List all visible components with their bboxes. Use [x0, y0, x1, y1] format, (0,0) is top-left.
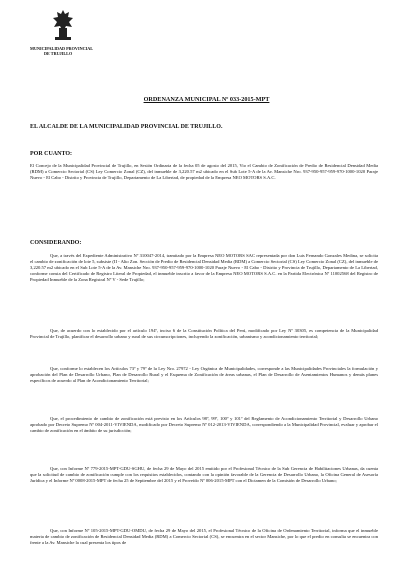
considerando-paragraph-1: Que, a través del Expediente Administrativo Nº 310047-2014, tramitado por la Empresa NEO MOTORS SAC representada por don Luis Fernando Gonzales Medina, se solicita el cambio de zonificación de lote 5, subsiste (II - Alto Zon. Sección de Predio de Residencial Densidad Media (RDM) a Comercio Sectorial (CS) Ley Comercio Zonal (CZ), del inmueble de 3,220.57 m2 ubicado en el Sub Lote 5-A de la Av. Mansiche Nro. 937-950-957-959-970-1000-1020 Paraje Nuevo - El Cabo - Distrito y Provincia de Trujillo, Departamento de La Libertad, conforme consta del Certificado de Registro Literal de Propiedad, el inmueble inscrito a favor de la Empresa NEO MOTORS S.A.C. en la Partida Electrónica Nº 11002568 del Registro de Propiedad Inmueble de la Zona Registral Nº V - Sede Trujillo;: [30, 253, 378, 283]
institution-line-1: MUNICIPALIDAD PROVINCIAL: [30, 46, 94, 51]
considerando-heading: CONSIDERANDO:: [30, 240, 82, 246]
institution-name: [30, 46, 120, 56]
institution-line-2: DE TRUJILLO: [44, 51, 73, 56]
ordinance-title: ORDENANZA MUNICIPAL Nº 033-2015-MPT: [143, 96, 270, 103]
considerando-paragraph-3: Que, conforme lo establecen los Artículos 73º y 79º de la Ley Nro. 27972 - Ley Orgánica de Municipalidades, corresponde a las Municipalidades Provinciales la formulación y aprobación del Plan de Desarrollo Urbano, Plan de Desarrollo Rural y el Esquema de Zonificación de áreas urbanas, el Plan de Desarrollo de Asentamientos Humanos y demás planes específicos de acuerdo al Plan de Acondicionamiento Territorial;: [30, 366, 378, 384]
considerando-paragraph-2: Que, de acuerdo con lo establecido por el artículo 194º, inciso 6 de la Constitución Política del Perú, modificado por Ley Nº 30305, es competencia de la Municipalidad Provincial de Trujillo, planificar el desarrollo urbano y rural de sus circunscripciones, incluyendo la zonificación, urbanismo y acondicionamiento territorial;: [30, 328, 378, 340]
por-cuanto-heading: POR CUANTO:: [30, 151, 73, 157]
considerando-paragraph-6: Que, con Informe Nº 105-2015-MPT-GDU-OMDU, de fecha 29 de Mayo del 2015, el Profesional Técnico de la Oficina de Ordenamiento Territorial, informa que el inmueble materia de cambio de zonificación de Residencial Densidad Media (RDM) a Comercio Sectorial (CS), se encuentra en el sector Mansiche, por lo que el predio en consulta se encuentra con frente a la Av. Mansiche la cual presenta los tipos de: [30, 528, 378, 546]
considerando-paragraph-4: Que, el procedimiento de cambio de zonificación está previsto en los Artículos 98º, 99º, 100º y 101º del Reglamento de Acondicionamiento Territorial y Desarrollo Urbano aprobado por Decreto Supremo Nº 004-2011-VIVIENDA, modificado por Decreto Supremo Nº 012-2013-VIVIENDA, correspondiendo a la Municipalidad Provincial, evaluar y aprobar el cambio de zonificación en el ámbito de su jurisdicción;: [30, 416, 378, 434]
municipal-crest-icon: [50, 8, 76, 42]
considerando-paragraph-5: Que, con Informe Nº 779-2015-MPT-GDU-SGHU, de fecha 29 de Mayo del 2015 emitido por el Profesional Técnico de la Sub Gerencia de Habilitaciones Urbanas, da cuenta que la solicitud de cambio de zonificación cumple con los requisitos establecidos, contando con la opinión favorable de la Gerencia de Desarrollo Urbano, la Oficina General de Asesoría Jurídica y el Informe Nº 0008-2015-MPT de fecha 25 de Septiembre del 2015 y el Proveído Nº 006-2015-MPT con el Dictamen de la Comisión de Desarrollo Urbano;: [30, 466, 378, 484]
intro-heading: EL ALCALDE DE LA MUNICIPALIDAD PROVINCIAL DE TRUJILLO.: [30, 124, 223, 130]
por-cuanto-text: El Concejo de la Municipalidad Provincial de Trujillo, en Sesión Ordinaria de la fecha 05 de agosto del 2015, Vio el Cambio de Zonificación de Predio de Residencial Densidad Media (RDM) a Comercio Sectorial (CS) Ley Comercio Zonal (CZ), del inmueble de 3,220.57 m2 ubicado en el Sub Lote 5-A de la Av. Mansiche Nro. 937-950-957-959-970-1000-1020 Paraje Nuevo - El Cabo - Distrito y Provincia de Trujillo, Departamento de La Libertad, de propiedad de la Empresa NEO MOTORS S.A.C.: [30, 163, 378, 181]
